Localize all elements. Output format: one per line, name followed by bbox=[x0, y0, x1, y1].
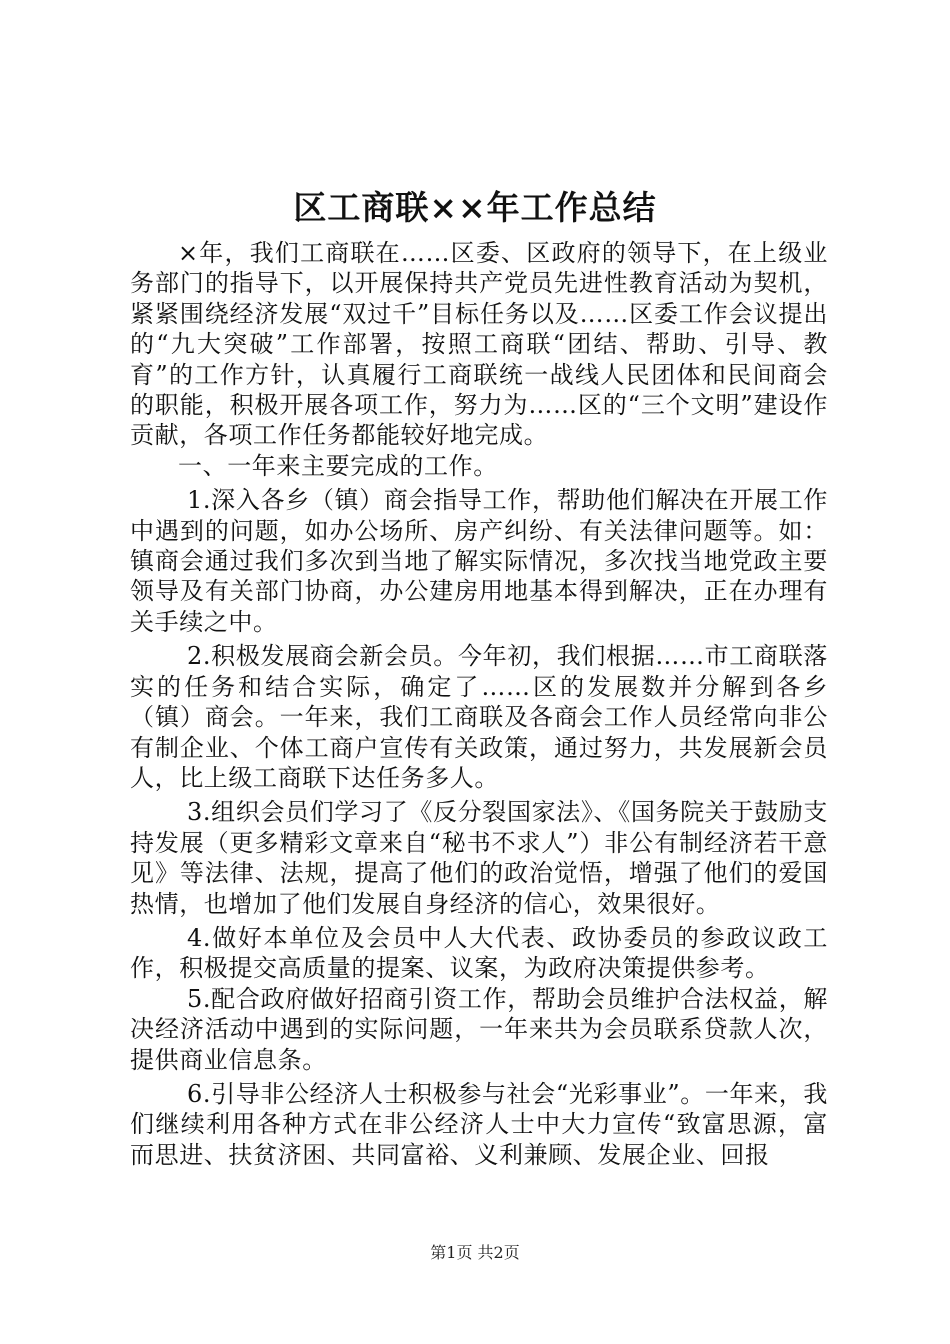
list-item-2: 2.积极发展商会新会员。今年初，我们根据……市工商联落实的任务和结合实际，确定了……区的发展数并分解到各乡（镇）商会。一年来，我们工商联及各商会工作人员经常向非公有制企业、个体工商户宣传有关政策，通过努力，共发展新会员人，比上级工商联下达任务多人。 bbox=[130, 642, 828, 792]
list-item-5: 5.配合政府做好招商引资工作，帮助会员维护合法权益，解决经济活动中遇到的实际问题，一年来共为会员联系贷款人次，提供商业信息条。 bbox=[130, 984, 828, 1074]
intro-paragraph: ×年，我们工商联在……区委、区政府的领导下，在上级业务部门的指导下，以开展保持共产党员先进性教育活动为契机，紧紧围绕经济发展“双过千”目标任务以及……区委工作会议提出的“九大突破”工作部署，按照工商联“团结、帮助、引导、教育”的工作方针，认真履行工商联统一战线人民团体和民间商会的职能，积极开展各项工作，努力为……区的“三个文明”建设作贡献，各项工作任务都能较好地完成。 bbox=[130, 239, 828, 450]
list-item-4: 4.做好本单位及会员中人大代表、政协委员的参政议政工作，积极提交高质量的提案、议案，为政府决策提供参考。 bbox=[130, 923, 828, 983]
document-body bbox=[130, 238, 828, 1170]
section-heading: 一、一年来主要完成的工作。 bbox=[178, 451, 498, 480]
page-number-footer: 第1页 共2页 bbox=[430, 1243, 520, 1262]
list-item-3: 3.组织会员们学习了《反分裂国家法》、《国务院关于鼓励支持发展（更多精彩文章来自“秘书不求人”）非公有制经济若干意见》等法律、法规，提高了他们的政治觉悟，增强了他们的爱国热情，也增加了他们发展自身经济的信心，效果很好。 bbox=[130, 798, 828, 918]
document-title: 区工商联××年工作总结 bbox=[293, 188, 657, 227]
list-item-1: 1.深入各乡（镇）商会指导工作，帮助他们解决在开展工作中遇到的问题，如办公场所、房产纠纷、有关法律问题等。如：镇商会通过我们多次到当地了解实际情况，多次找当地党政主要领导及有关部门协商，办公建房用地基本得到解决，正在办理有关手续之中。 bbox=[130, 486, 828, 636]
list-item-6: 6.引导非公经济人士积极参与社会“光彩事业”。一年来，我们继续利用各种方式在非公经济人士中大力宣传“致富思源，富而思进、扶贫济困、共同富裕、义利兼顾、发展企业、回报 bbox=[130, 1079, 828, 1169]
